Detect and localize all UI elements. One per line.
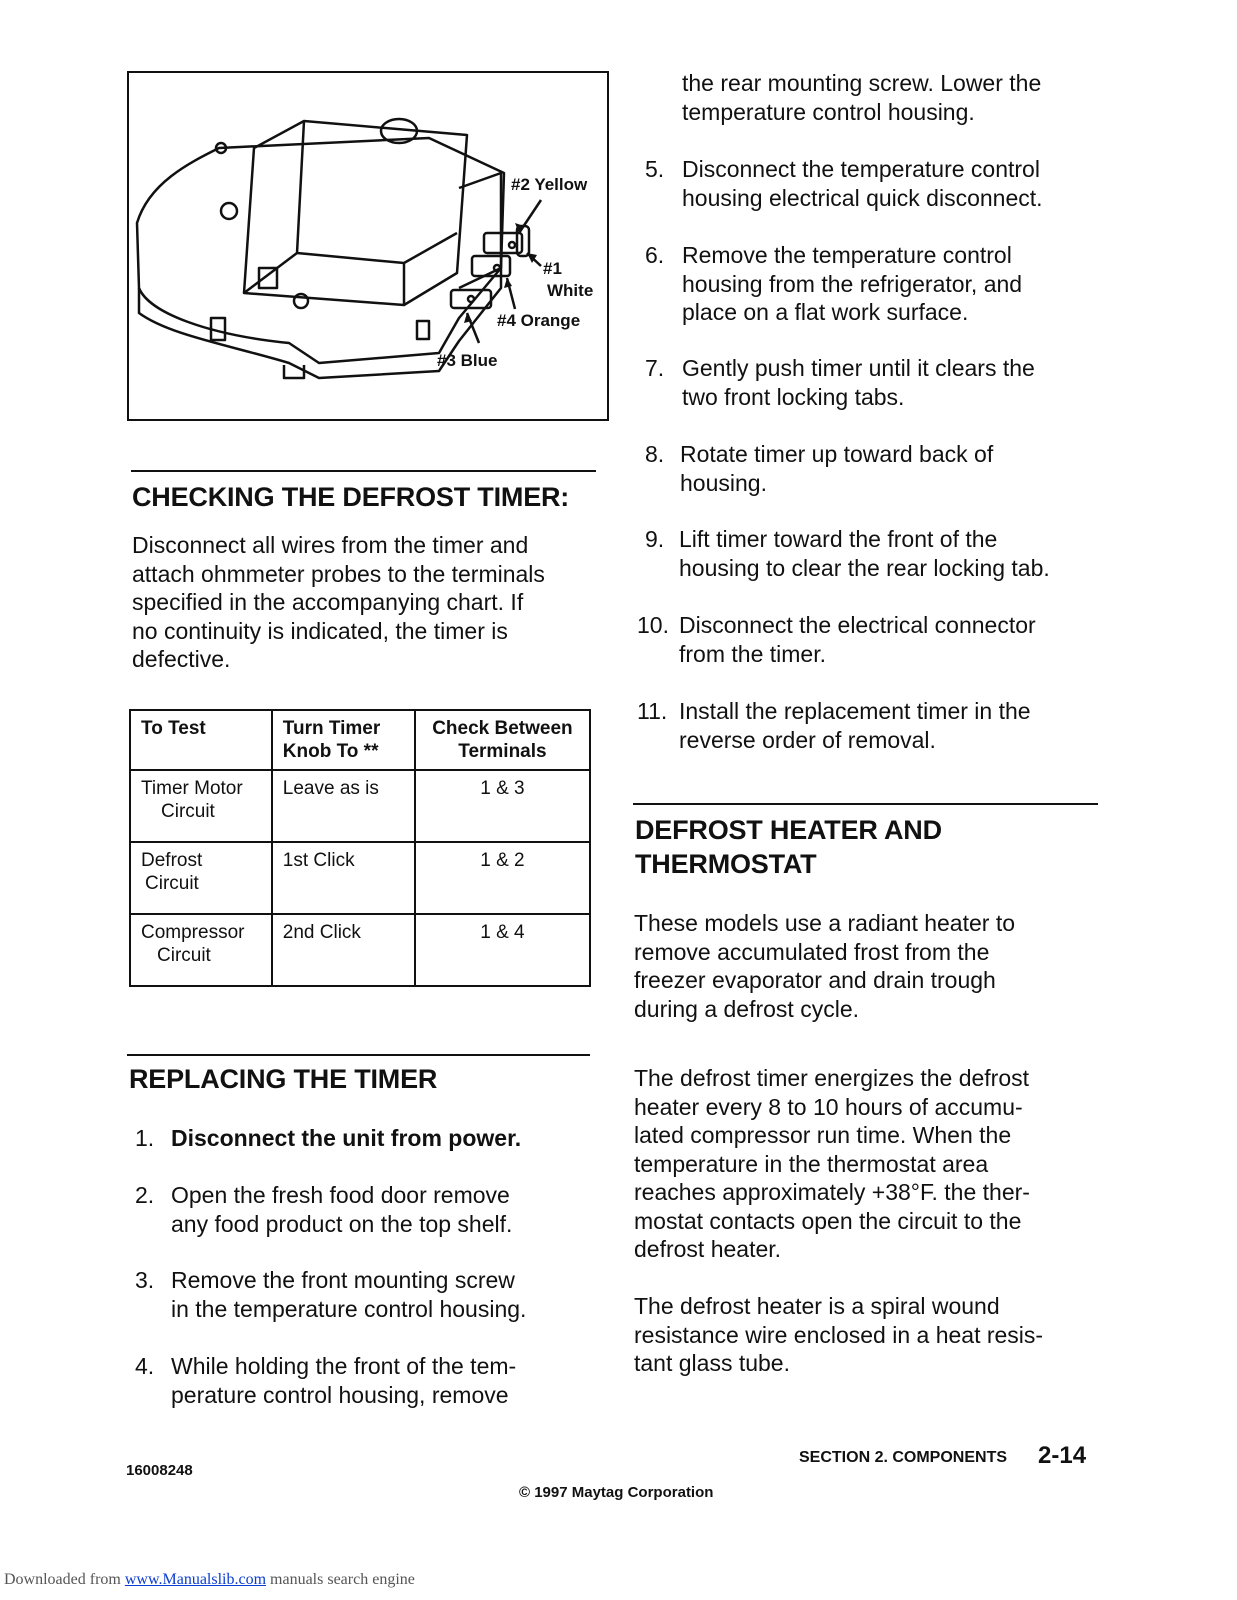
cell-test-line2: Circuit [157,945,211,966]
para-line: freezer evaporator and drain trough [634,967,996,993]
step-line: housing to clear the rear locking tab. [679,554,1050,581]
step-number: 2. [135,1182,155,1208]
cell-test [130,770,272,842]
step-line: While holding the front of the tem- [171,1353,517,1379]
para-line: defrost heater. [634,1236,782,1262]
label-yellow: #2 Yellow [511,175,588,194]
step-line: housing from the refrigerator, and [682,270,1023,297]
table-header-row [130,710,590,770]
manualslib-link[interactable]: www.Manualslib.com [124,1571,267,1588]
rule-replacing [127,1054,590,1056]
copyright: © 1997 Maytag Corporation [519,1484,714,1501]
step-line: Disconnect the electrical connector [679,612,1036,638]
timer-figure [127,71,609,421]
cell-terminals: 1 & 2 [415,842,590,914]
step-line: Rotate timer up toward back of [680,441,994,467]
cell-knob: Leave as is [272,770,415,842]
para-line: The defrost heater is a spiral wound [634,1293,1000,1319]
table-row [130,770,590,842]
download-banner [4,1571,415,1589]
continuation-line: temperature control housing. [682,98,975,125]
para-line: resistance wire enclosed in a heat resis- [634,1321,1044,1348]
step-number: 7. [645,355,665,381]
checking-line: specified in the accompanying chart. If [132,589,524,615]
rule-defrost [633,803,1098,805]
step-text [679,525,1050,582]
cell-knob: 2nd Click [272,914,415,986]
cell-test-line2: Circuit [145,873,199,894]
timer-test-table [129,709,591,987]
defrost-timer-illustration [129,73,607,419]
step-number: 1. [135,1125,155,1151]
cell-terminals: 1 & 3 [415,770,590,842]
step-number: 9. [645,526,665,552]
defrost-paragraph-1 [634,909,1015,1023]
heading-checking-timer: CHECKING THE DEFROST TIMER: [132,482,570,512]
step-number: 8. [645,441,665,467]
step-line: any food product on the top shelf. [171,1210,513,1237]
checking-line: attach ohmmeter probes to the terminals [132,560,545,587]
step-text [171,1266,526,1323]
header-turn-knob: Turn Timer Knob To ** [272,710,415,770]
step-text [171,1352,516,1409]
para-line: lated compressor run time. When the [634,1122,1012,1148]
label-blue: #3 Blue [437,351,498,370]
step-line: Install the replacement timer in the [679,698,1031,724]
table-row [130,914,590,986]
cell-test [130,914,272,986]
download-suffix: manuals search engine [266,1571,415,1588]
para-line: These models use a radiant heater to [634,910,1016,936]
step-line: Disconnect the temperature control [682,156,1040,182]
step-line: in the temperature control housing. [171,1295,527,1322]
step-line: Remove the front mounting screw [171,1267,515,1293]
cell-test [130,842,272,914]
header-check-between: Check Between Terminals [415,710,590,770]
step-text [679,697,1031,754]
cell-test-line1: Timer Motor [141,778,243,799]
step-text [682,155,1043,212]
header-to-test: To Test [130,710,272,770]
step-number: 11. [637,698,668,724]
step-line: Disconnect the unit from power. [171,1125,522,1151]
para-line: reaches approximately +38°F. the ther- [634,1179,1030,1205]
doc-number: 16008248 [126,1462,193,1479]
step-line: two front locking tabs. [682,383,905,410]
step-line: Remove the temperature control [682,242,1012,268]
table-row [130,842,590,914]
step-line: place on a flat work surface. [682,299,969,325]
label-white: White [547,281,594,300]
step-text [171,1181,512,1238]
step-text [680,440,993,497]
step-line: Gently push timer until it clears the [682,355,1035,381]
heading-line: THERMOSTAT [635,849,817,879]
step-number: 3. [135,1267,155,1293]
cell-test-line1: Defrost [141,850,203,871]
step-line: Lift timer toward the front of the [679,526,998,552]
heading-defrost-heater [635,813,942,881]
step-number: 5. [645,156,665,182]
checking-line: defective. [132,646,231,672]
checking-line: no continuity is indicated, the timer is [132,617,508,644]
checking-paragraph [132,531,545,674]
para-line: The defrost timer energizes the defrost [634,1065,1030,1091]
label-orange: #4 Orange [497,311,581,330]
step-line: perature control housing, remove [171,1381,509,1408]
checking-line: Disconnect all wires from the timer and [132,532,529,558]
step-number: 6. [645,242,665,268]
step-line: housing. [680,469,767,496]
page-number: 2-14 [1038,1442,1087,1469]
cell-terminals: 1 & 4 [415,914,590,986]
step-line: from the timer. [679,640,826,667]
para-line: temperature in the thermostat area [634,1150,989,1177]
step-text [682,354,1035,411]
para-line: mostat contacts open the circuit to the [634,1207,1022,1234]
cell-knob: 1st Click [272,842,415,914]
rule-checking [131,470,596,472]
defrost-paragraph-3 [634,1292,1043,1378]
heading-replacing-timer: REPLACING THE TIMER [129,1064,438,1094]
para-line: heater every 8 to 10 hours of accumu- [634,1093,1023,1120]
step-text [679,611,1036,668]
step-line: reverse order of removal. [679,726,936,753]
cell-test-line2: Circuit [161,801,215,822]
para-line: remove accumulated frost from the [634,938,990,965]
para-line: during a defrost cycle. [634,995,860,1022]
defrost-paragraph-2 [634,1064,1030,1264]
step-number: 10. [637,612,669,638]
download-prefix: Downloaded from [4,1571,125,1588]
heading-line: DEFROST HEATER AND [635,815,942,845]
section-label: SECTION 2. COMPONENTS [799,1449,1008,1466]
step-text [171,1124,521,1153]
para-line: tant glass tube. [634,1350,790,1376]
step-line: housing electrical quick disconnect. [682,184,1043,211]
continuation-line: the rear mounting screw. Lower the [682,70,1042,96]
step-text [682,241,1022,327]
step-line: Open the fresh food door remove [171,1182,510,1208]
continuation-text [682,69,1041,126]
label-white-num: #1 [543,259,562,278]
step-number: 4. [135,1353,155,1379]
cell-test-line1: Compressor [141,922,245,943]
